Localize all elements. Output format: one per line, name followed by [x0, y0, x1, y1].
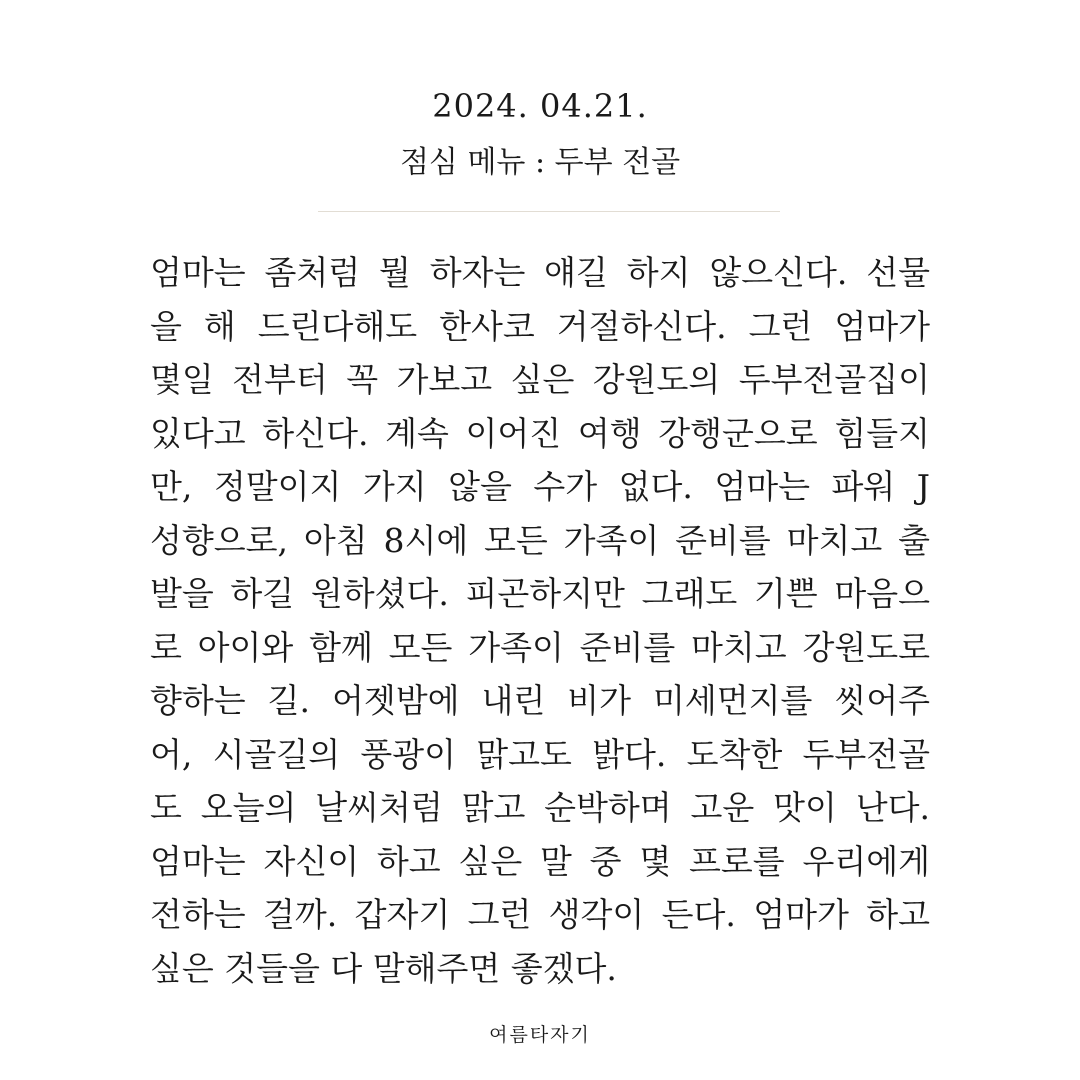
body-line: 만, 정말이지 가지 않을 수가 없다. 엄마는 파워 J	[150, 467, 930, 506]
body-line: 발을 하길 원하셨다. 피곤하지만 그래도 기쁜 마음으	[150, 574, 930, 613]
author-signature: 여름타자기	[489, 1024, 591, 1046]
body-line: 전하는 걸까. 갑자기 그런 생각이 든다. 엄마가 하고	[150, 895, 930, 934]
body-line: 엄마는 자신이 하고 싶은 말 중 몇 프로를 우리에게	[150, 841, 930, 881]
body-line: 있다고 하신다. 계속 이어진 여행 강행군으로 힘들지	[150, 413, 930, 453]
header-divider	[318, 211, 780, 212]
body-line: 로 아이와 함께 모든 가족이 준비를 마치고 강원도로	[150, 627, 930, 667]
body-line: 향하는 길. 어젯밤에 내린 비가 미세먼지를 씻어주	[150, 681, 930, 720]
body-line: 성향으로, 아침 8시에 모든 가족이 준비를 마치고 출	[150, 520, 930, 560]
body-line: 몇일 전부터 꼭 가보고 싶은 강원도의 두부전골집이	[150, 360, 930, 399]
body-line: 엄마는 좀처럼 뭘 하자는 얘길 하지 않으신다. 선물	[150, 253, 930, 292]
body-line: 어, 시골길의 풍광이 맑고도 밝다. 도착한 두부전골	[150, 734, 930, 774]
entry-date: 2024. 04.21.	[432, 87, 648, 125]
body-line: 싶은 것들을 다 말해주면 좋겠다.	[150, 948, 617, 988]
lunch-menu-title: 점심 메뉴 : 두부 전골	[399, 145, 681, 180]
diary-body	[150, 246, 930, 995]
body-line: 을 해 드린다해도 한사코 거절하신다. 그런 엄마가	[150, 306, 930, 346]
body-line: 도 오늘의 날씨처럼 맑고 순박하며 고운 맛이 난다.	[150, 788, 930, 827]
